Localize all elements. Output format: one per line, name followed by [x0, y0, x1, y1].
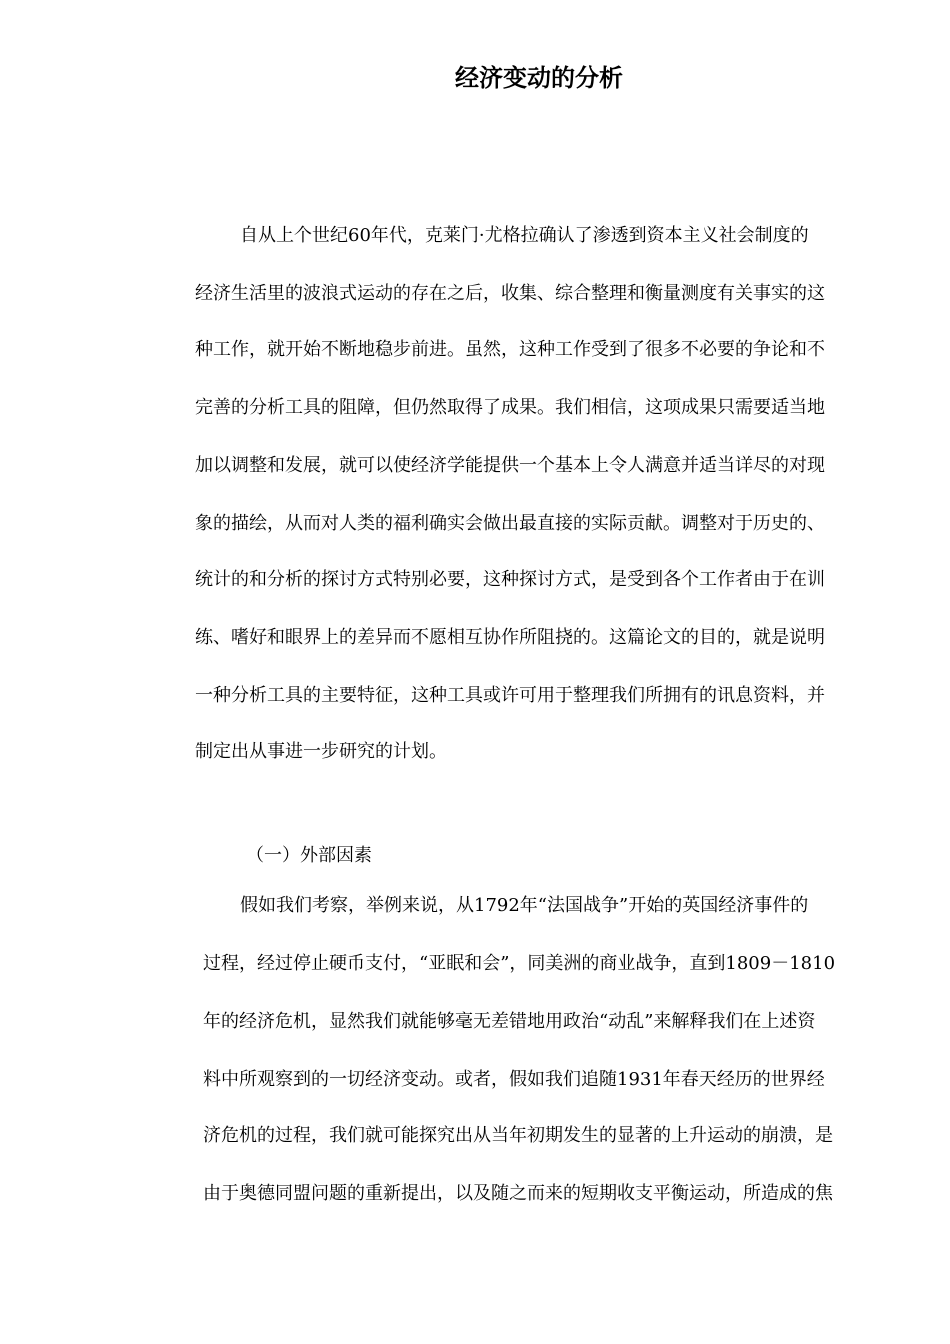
- paragraph-line: 完善的分析工具的阻障，但仍然取得了成果。我们相信，这项成果只需要适当地: [195, 397, 825, 418]
- paragraph-line: 假如我们考察，举例来说，从1792年“法国战争”开始的英国经济事件的: [240, 895, 809, 916]
- paragraph-line: 年的经济危机，显然我们就能够毫无差错地用政治“动乱”来解释我们在上述资: [203, 1011, 816, 1032]
- paragraph-line: 自从上个世纪60年代，克莱门·尤格拉确认了渗透到资本主义社会制度的: [240, 225, 809, 246]
- paragraph-line: 象的描绘，从而对人类的福利确实会做出最直接的实际贡献。调整对于历史的、: [195, 513, 825, 534]
- document-title: 经济变动的分析: [455, 64, 623, 92]
- paragraph-line: 料中所观察到的一切经济变动。或者，假如我们追随1931年春天经历的世界经: [203, 1069, 825, 1090]
- paragraph-line: 过程，经过停止硬币支付，“亚眠和会”，同美洲的商业战争，直到1809－1810: [203, 953, 836, 974]
- section-heading: （一）外部因素: [246, 845, 372, 866]
- paragraph-line: 种工作，就开始不断地稳步前进。虽然，这种工作受到了很多不必要的争论和不: [195, 339, 825, 360]
- paragraph-line: 济危机的过程，我们就可能探究出从当年初期发生的显著的上升运动的崩溃，是: [203, 1125, 833, 1146]
- paragraph-line: 制定出从事进一步研究的计划。: [195, 741, 447, 762]
- paragraph-line: 统计的和分析的探讨方式特别必要，这种探讨方式，是受到各个工作者由于在训: [195, 569, 825, 590]
- paragraph-line: 练、嗜好和眼界上的差异而不愿相互协作所阻挠的。这篇论文的目的，就是说明: [195, 627, 825, 648]
- paragraph-line: 经济生活里的波浪式运动的存在之后，收集、综合整理和衡量测度有关事实的这: [195, 283, 825, 304]
- paragraph-line: 一种分析工具的主要特征，这种工具或许可用于整理我们所拥有的讯息资料，并: [195, 685, 825, 706]
- paragraph-line: 由于奥德同盟问题的重新提出，以及随之而来的短期收支平衡运动，所造成的焦: [203, 1183, 833, 1204]
- paragraph-line: 加以调整和发展，就可以使经济学能提供一个基本上令人满意并适当详尽的对现: [195, 455, 825, 476]
